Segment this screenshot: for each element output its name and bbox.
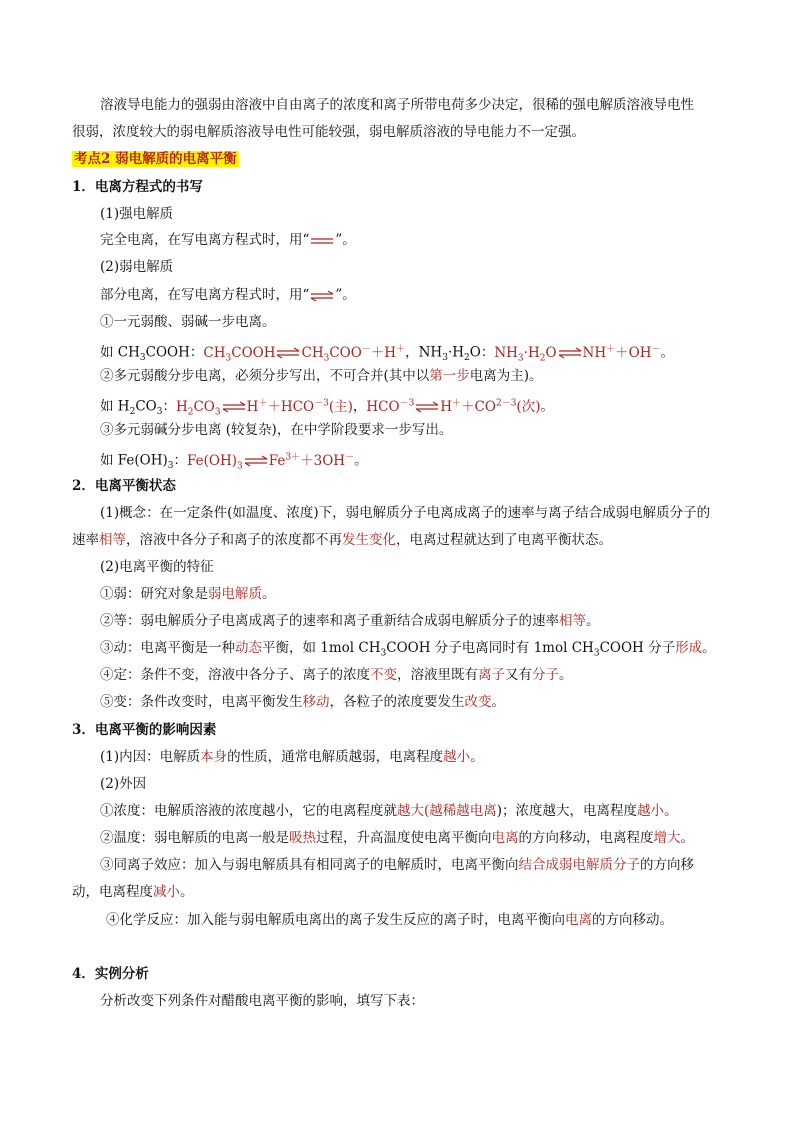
- reversible-arrow-icon: [221, 397, 247, 417]
- sec1-strong-desc: 完全电离，在写电离方程式时，用“ ”。: [100, 230, 356, 251]
- sec2-concept-line-2: 速率相等，溶液中各分子和离子的浓度都不再发生变化，电离过程就达到了电离平衡状态。: [72, 532, 612, 548]
- intro-line-1: 溶液导电能力的强弱由溶液中自由离子的浓度和离子所带电荷多少决定，很稀的强电解质溶液导电性: [100, 97, 694, 113]
- sec3-common-ion-line-1: ③同离子效应：加入与弱电解质具有相同离子的电解质时，电离平衡向结合成弱电解质分子的方向移: [100, 857, 694, 873]
- sec1-strong-heading: (1)强电解质: [100, 206, 174, 222]
- sec2-feature-dynamic: ③动：电离平衡是一种动态平衡，如 1mol $CH_3COOH$ 分子电离同时有 1mol $CH_3COOH$ 分子形成。: [100, 640, 716, 659]
- section-4-title: 4．实例分析: [72, 966, 149, 982]
- sec2-concept-line-1: (1)概念：在一定条件(如温度、浓度)下，弱电解质分子电离成离子的速率与离子结合成弱电解质分子的: [100, 505, 711, 521]
- section-1-title: 1．电离方程式的书写: [72, 179, 203, 195]
- sec1-case-1-example: 如 $CH_3COOH$：$CH_3COOH$ $CH_3COO^-+H^+$，$NH_3\cdot H_2O$：$NH_3\cdot H_2O$ NH＋＋OH－。: [100, 344, 675, 364]
- sec3-chemical-reaction: ④化学反应：加入能与弱电解质电离出的离子发生反应的离子时，电离平衡向电离的方向移动。: [106, 912, 673, 928]
- kaodian-heading-text: 考点2 弱电解质的电离平衡: [74, 151, 237, 167]
- reversible-arrow-icon: [309, 286, 335, 306]
- sec4-instruction: 分析改变下列条件对醋酸电离平衡的影响，填写下表：: [100, 993, 424, 1009]
- sec1-case-1: ①一元弱酸、弱碱一步电离。: [100, 314, 276, 330]
- reversible-arrow-icon: [275, 343, 301, 363]
- sec2-feature-fixed: ④定：条件不变，溶液中各分子、离子的浓度不变，溶液里既有离子又有分子。: [100, 667, 573, 683]
- sec2-feature-change: ⑤变：条件改变时，电离平衡发生移动，各粒子的浓度要发生改变。: [100, 694, 505, 710]
- sec3-internal-factor: (1)内因：电解质本身的性质，通常电解质越弱，电离程度越小。: [100, 749, 484, 765]
- sec1-weak-desc: 部分电离，在写电离方程式时，用“ ”。: [100, 285, 356, 306]
- sec2-feature-weak: ①弱：研究对象是弱电解质。: [100, 586, 276, 602]
- sec1-case-2-example: 如 $H_2CO_3$：$H_2CO_3$ $H^++HCO^{-3}$(主)，$HCO^{-3}$ $H^++CO^{2-3}$(次)。: [100, 398, 554, 418]
- section-2-title: 2．电离平衡状态: [72, 478, 176, 494]
- sec2-feature-equal: ②等：弱电解质分子电离成离子的速率和离子重新结合成弱电解质分子的速率相等。: [100, 613, 600, 629]
- sec1-weak-heading: (2)弱电解质: [100, 259, 174, 275]
- intro-line-2: 很弱，浓度较大的弱电解质溶液导电性可能较强，弱电解质溶液的导电能力不一定强。: [72, 124, 585, 140]
- reversible-arrow-icon: [557, 343, 583, 363]
- reversible-arrow-icon: [414, 397, 440, 417]
- sec1-case-2: ②多元弱酸分步电离，必须分步写出，不可合并(其中以第一步电离为主)。: [100, 368, 543, 384]
- reversible-arrow-icon: [243, 451, 269, 471]
- sec1-case-3: ③多元弱碱分步电离 (较复杂)，在中学阶段要求一步写出。: [100, 422, 453, 438]
- sec2-features-heading: (2)电离平衡的特征: [100, 559, 214, 575]
- full-equal-sign-icon: [309, 231, 335, 251]
- kaodian-heading: [72, 149, 239, 169]
- sec3-concentration: ①浓度：电解质溶液的浓度越小，它的电离程度就越大(越稀越电离)；浓度越大，电离程度越小。: [100, 803, 678, 819]
- sec3-external-heading: (2)外因: [100, 776, 147, 792]
- sec1-case-3-example: 如 $Fe(OH)_3$：$Fe(OH)_3$ $Fe^{3+}+3OH^-$。: [100, 452, 368, 472]
- sec3-temperature: ②温度：弱电解质的电离一般是吸热过程，升高温度使电离平衡向电离的方向移动，电离程度增大。: [100, 830, 694, 846]
- section-3-title: 3．电离平衡的影响因素: [72, 722, 217, 738]
- sec3-common-ion-line-2: 动，电离程度减小。: [72, 884, 194, 900]
